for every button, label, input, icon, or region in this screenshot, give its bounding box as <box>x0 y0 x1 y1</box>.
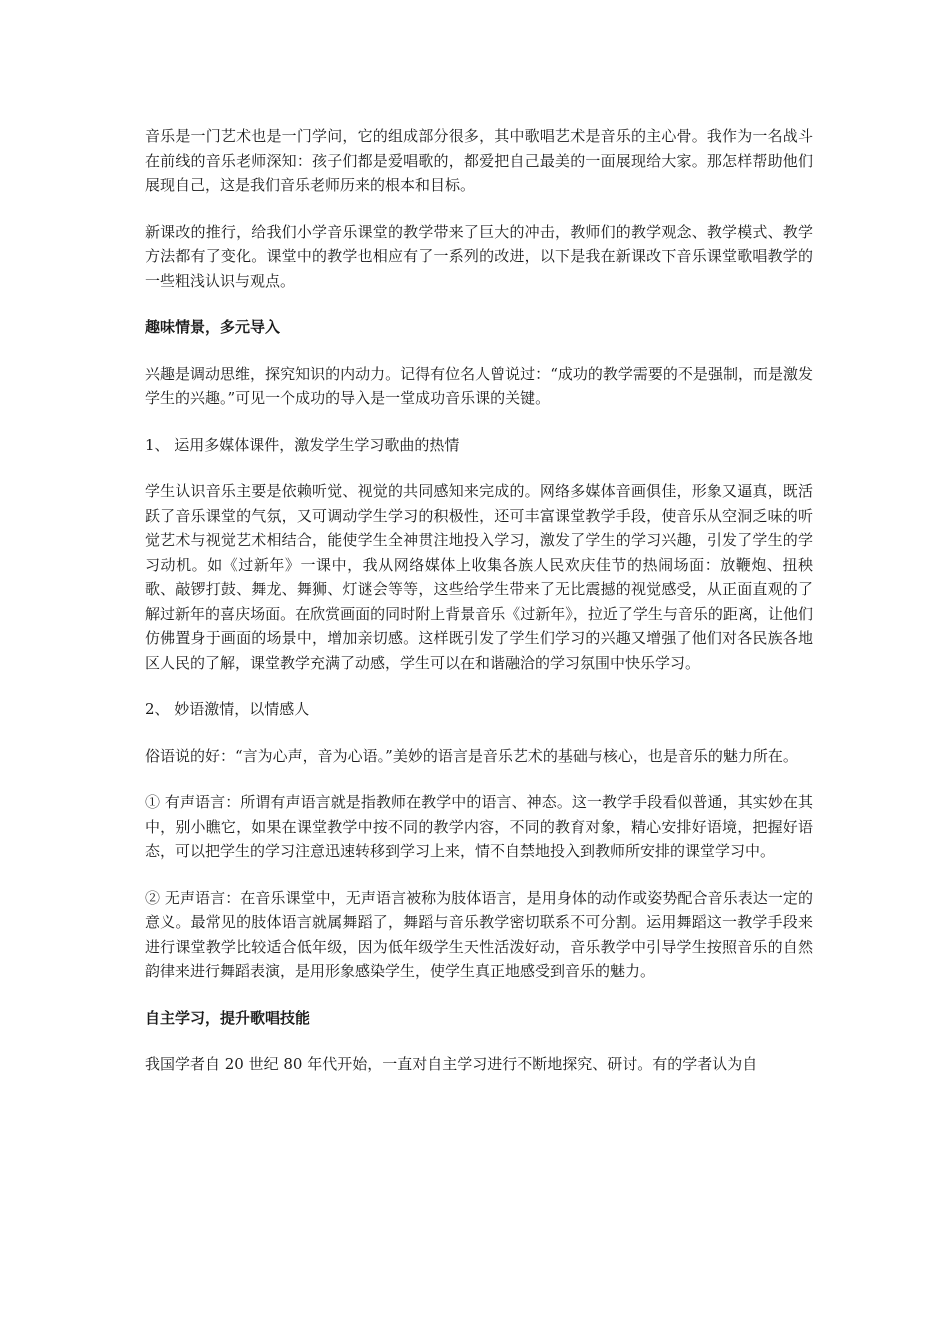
list-item-language: 2、 妙语激情，以情感人 <box>145 700 310 718</box>
paragraph-multimedia: 学生认识音乐主要是依赖听觉、视觉的共同感知来完成的。网络多媒体音画俱佳，形象又逼真，既活跃了音乐课堂的气氛，又可调动学生学习的积极性，还可丰富课堂教学手段，使音乐从空洞乏味的听觉艺术与视觉艺术相结合，能使学生全神贯注地投入学习，激发了学生的学习兴趣，引发了学生的学习动机。如《过新年》一课中，我从网络媒体上收集各族人民欢庆佳节的热闹场面：放鞭炮、扭秧歌、敲锣打鼓、舞龙、舞狮、灯谜会等等，这些给学生带来了无比震撼的视觉感受，从正面直观的了解过新年的喜庆场面。在欣赏画面的同时附上背景音乐《过新年》，拉近了学生与音乐的距离，让他们仿佛置身于画面的场景中，增加亲切感。这样既引发了学生们学习的兴趣又增强了他们对各民族各地区人民的了解，课堂教学充满了动感，学生可以在和谐融洽的学习氛围中快乐学习。 <box>145 482 813 672</box>
paragraph-interest: 兴趣是调动思维，探究知识的内动力。记得有位名人曾说过：“成功的教学需要的不是强制，而是激发学生的兴趣。”可见一个成功的导入是一堂成功音乐课的关键。 <box>145 364 813 407</box>
intro-paragraph-2: 新课改的推行，给我们小学音乐课堂的教学带来了巨大的冲击，教师们的教学观念、教学模式、教学方法都有了变化。课堂中的教学也相应有了一系列的改进，以下是我在新课改下音乐课堂歌唱教学的一些粗浅认识与观点。 <box>145 222 813 290</box>
paragraph-proverb: 俗语说的好：“言为心声，音为心语。”美妙的语言是音乐艺术的基础与核心，也是音乐的魅力所在。 <box>145 746 798 765</box>
paragraph-self-study: 我国学者自 20 世纪 80 年代开始，一直对自主学习进行不断地探究、研讨。有的学者认为自 <box>145 1055 758 1073</box>
paragraph-body-language: ② 无声语言：在音乐课堂中，无声语言被称为肢体语言，是用身体的动作或姿势配合音乐表达一定的意义。最常见的肢体语言就属舞蹈了，舞蹈与音乐教学密切联系不可分割。运用舞蹈这一教学手段来进行课堂教学比较适合低年级，因为低年级学生天性活泼好动，音乐教学中引导学生按照音乐的自然韵律来进行舞蹈表演，是用形象感染学生，使学生真正地感受到音乐的魅力。 <box>145 888 813 980</box>
intro-paragraph-1: 音乐是一门艺术也是一门学问，它的组成部分很多，其中歌唱艺术是音乐的主心骨。我作为一名战斗在前线的音乐老师深知：孩子们都是爱唱歌的，都爱把自己最美的一面展现给大家。那怎样帮助他们展现自己，这是我们音乐老师历来的根本和目标。 <box>145 127 813 194</box>
document-page <box>145 124 813 1099</box>
section-heading-interest-intro: 趣味情景，多元导入 <box>145 318 281 336</box>
paragraph-spoken-language: ① 有声语言：所谓有声语言就是指教师在教学中的语言、神态。这一教学手段看似普通，其实妙在其中，别小瞧它，如果在课堂教学中按不同的教学内容，不同的教育对象，精心安排好语境，把握好语态，可以把学生的学习注意迅速转移到学习上来，情不自禁地投入到教师所安排的课堂学习中。 <box>145 793 813 860</box>
list-item-multimedia: 1、 运用多媒体课件，激发学生学习歌曲的热情 <box>145 435 460 454</box>
section-heading-self-study: 自主学习，提升歌唱技能 <box>145 1008 311 1027</box>
